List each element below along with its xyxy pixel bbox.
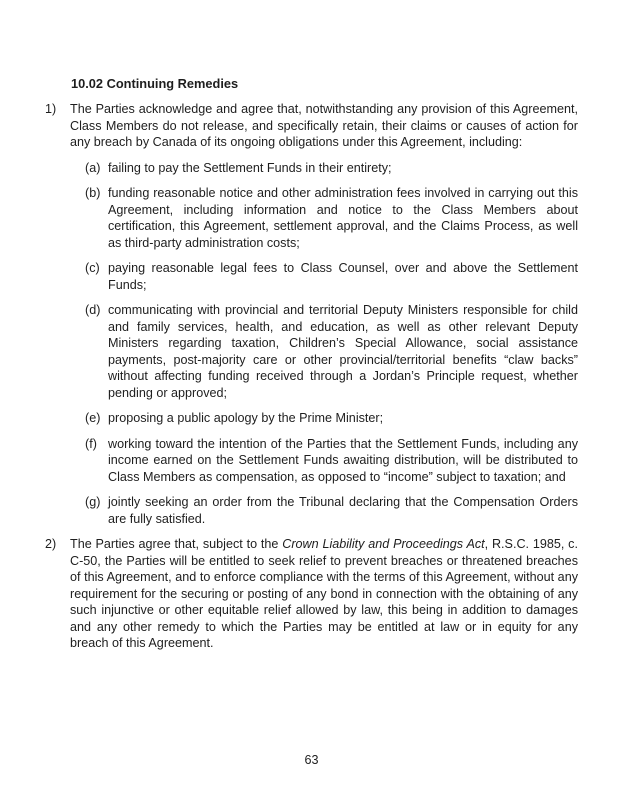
list-item-1-marker: 1) bbox=[45, 102, 57, 116]
sub-item-d-text: communicating with provincial and territorial Deputy Ministers responsible for child and family services, health, and education, as well as other relevant Deputy Ministers regarding taxation, Children’s Special Allowance, social assistance payments, post-majority care or other provincial/territorial benefits “claw backs” without affecting funding received through a Jordan’s Principle request, whether pending or approved; bbox=[108, 303, 578, 400]
sub-item-b bbox=[85, 185, 578, 251]
sub-item-c-marker: (c) bbox=[85, 261, 100, 275]
sub-item-g-text: jointly seeking an order from the Tribunal declaring that the Compensation Orders are fully satisfied. bbox=[108, 495, 578, 526]
sub-item-b-text: funding reasonable notice and other administration fees involved in carrying out this Agreement, including information and notice to the Class Members about certification, this Agreement, settlement approval, and the Claims Process, as well as third-party administration costs; bbox=[108, 186, 578, 250]
list-item-2-statute-name: Crown Liability and Proceedings Act bbox=[282, 537, 485, 551]
sub-item-b-marker: (b) bbox=[85, 186, 101, 200]
page-number: 63 bbox=[304, 753, 319, 767]
sub-item-c-text: paying reasonable legal fees to Class Counsel, over and above the Settlement Funds; bbox=[108, 261, 578, 292]
list-item-2-text bbox=[70, 536, 578, 652]
sub-item-a-text: failing to pay the Settlement Funds in their entirety; bbox=[108, 160, 392, 175]
list-item-1-body bbox=[70, 101, 578, 527]
section-heading: 10.02 Continuing Remedies bbox=[71, 76, 239, 91]
sub-item-f-marker: (f) bbox=[85, 436, 97, 451]
sub-item-f bbox=[85, 436, 578, 486]
sub-item-g bbox=[85, 494, 578, 527]
sub-item-d bbox=[85, 302, 578, 401]
sub-item-e bbox=[85, 410, 578, 427]
list-item-2-text-after-italic: , R.S.C. 1985, c. C-50, the Parties will be entitled to seek relief to prevent breaches or threatened breaches of this Agreement, and to enforce compliance with the terms of this Agreement, without any requirement for the securing or posting of any bond in connection with the obtaining of any such injunctive or other equitable relief allowed by law, this being in addition to damages and any other remedy to which the Parties may be entitled at law or in equity for any breach of this Agreement. bbox=[70, 537, 578, 650]
list-item-1-text: The Parties acknowledge and agree that, notwithstanding any provision of this Agreement, Class Members do not release, and specifically retain, their claims or causes of action for any breach by Canada of its ongoing obligations under this Agreement, including: bbox=[70, 102, 578, 149]
list-item-2 bbox=[45, 536, 578, 652]
sub-item-d-marker: (d) bbox=[85, 303, 101, 317]
list-item-2-text-before-italic: The Parties agree that, subject to the bbox=[70, 537, 283, 551]
sub-item-g-marker: (g) bbox=[85, 495, 101, 509]
sub-item-e-marker: (e) bbox=[85, 411, 101, 425]
sub-item-c bbox=[85, 260, 578, 293]
sub-item-e-text: proposing a public apology by the Prime Minister; bbox=[108, 411, 384, 425]
sub-item-a-marker: (a) bbox=[85, 160, 101, 175]
sub-item-f-text: working toward the intention of the Parties that the Settlement Funds, including any income earned on the Settlement Funds awaiting distribution, will be distributed to Class Members as compensation, as opposed to “income” subject to taxation; and bbox=[108, 436, 578, 484]
list-item-2-marker: 2) bbox=[45, 537, 57, 551]
sub-item-a bbox=[85, 160, 578, 177]
list-item-1 bbox=[45, 101, 578, 527]
